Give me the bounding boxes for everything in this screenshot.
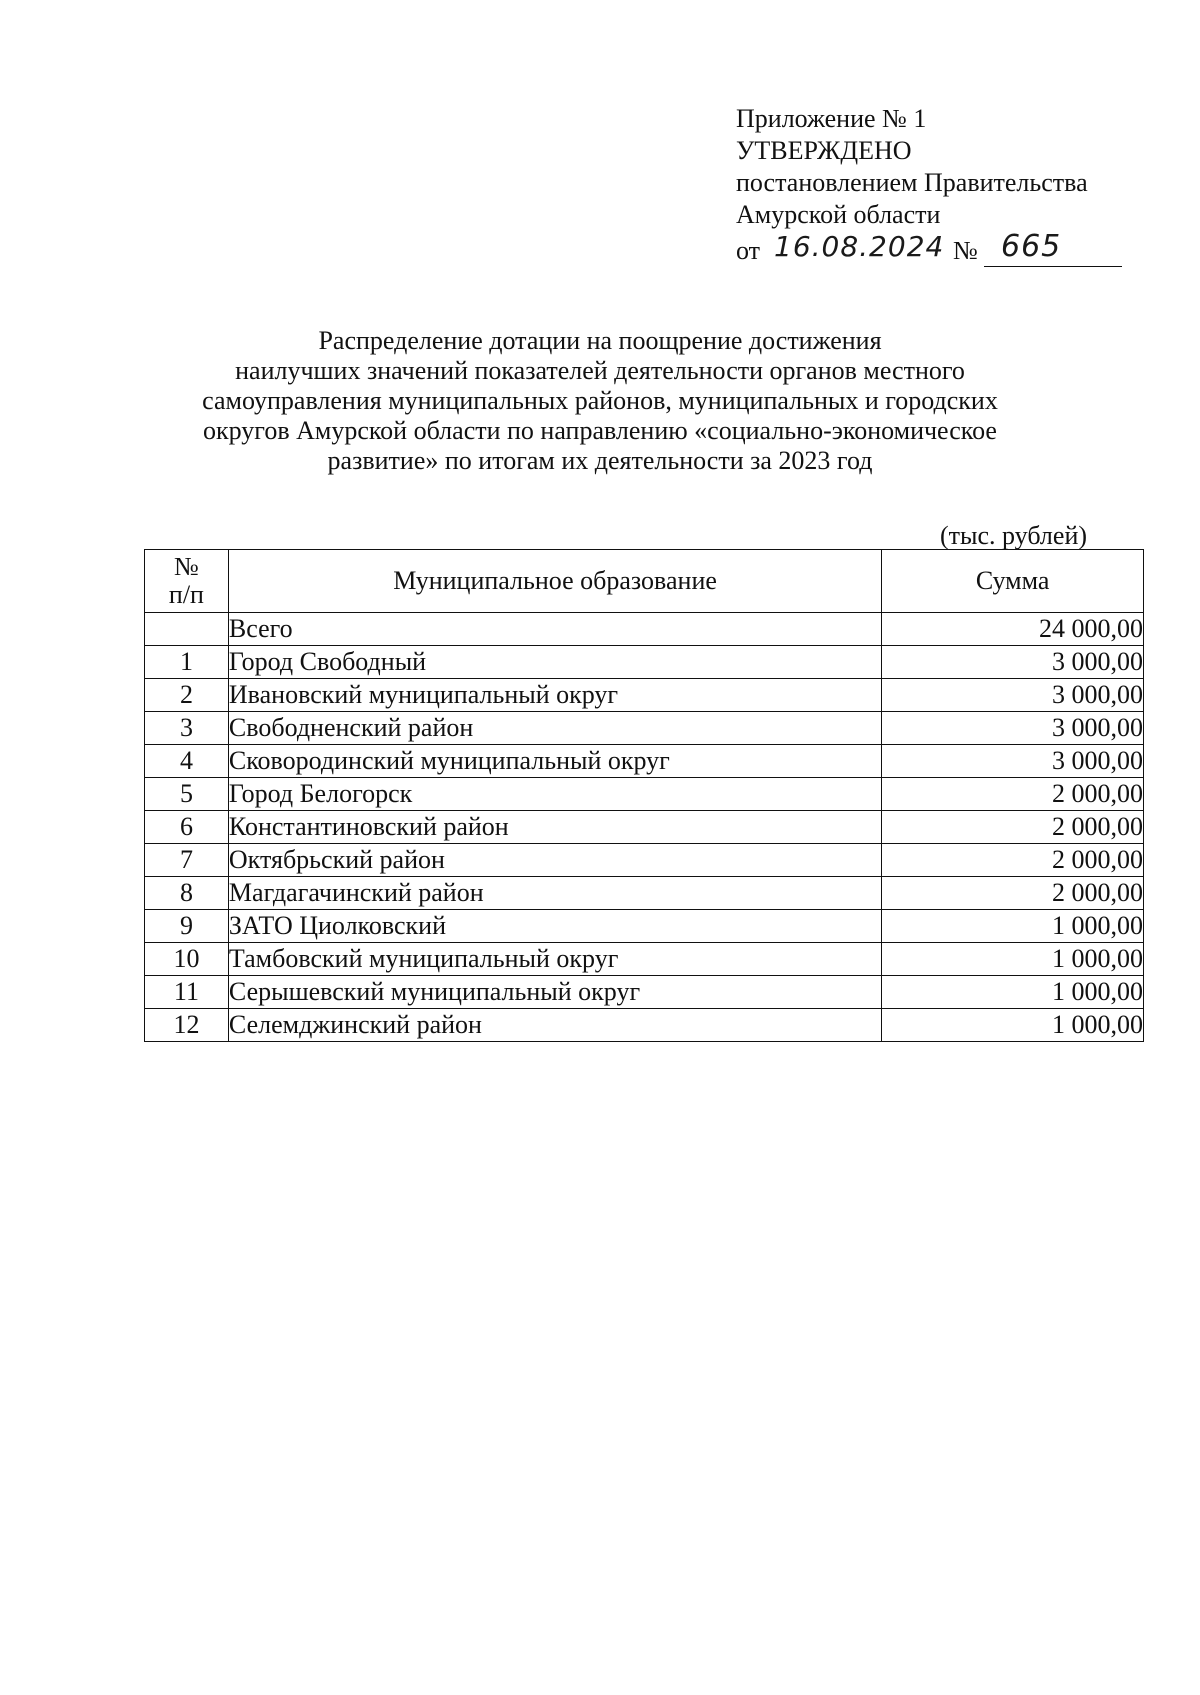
row-municipality: Город Белогорск bbox=[228, 778, 881, 811]
row-sum: 3 000,00 bbox=[882, 646, 1144, 679]
table-row bbox=[145, 811, 1144, 844]
row-number: 9 bbox=[145, 910, 229, 943]
date-number-line bbox=[736, 229, 1176, 269]
approval-stamp bbox=[736, 103, 1176, 269]
table-row bbox=[145, 844, 1144, 877]
header-municipality: Муниципальное образование bbox=[228, 550, 881, 613]
table-header-row bbox=[145, 550, 1144, 613]
row-sum: 2 000,00 bbox=[882, 778, 1144, 811]
row-number: 10 bbox=[145, 943, 229, 976]
distribution-table bbox=[144, 549, 1144, 1042]
number-underline bbox=[984, 266, 1122, 267]
row-number: 5 bbox=[145, 778, 229, 811]
row-municipality: ЗАТО Циолковский bbox=[228, 910, 881, 943]
table-row bbox=[145, 712, 1144, 745]
header-sum: Сумма bbox=[882, 550, 1144, 613]
row-number: 4 bbox=[145, 745, 229, 778]
row-municipality: Ивановский муниципальный округ bbox=[228, 679, 881, 712]
table-row bbox=[145, 778, 1144, 811]
row-sum: 1 000,00 bbox=[882, 976, 1144, 1009]
table-row bbox=[145, 976, 1144, 1009]
table-row bbox=[145, 910, 1144, 943]
row-number: 2 bbox=[145, 679, 229, 712]
row-number: 1 bbox=[145, 646, 229, 679]
row-sum: 24 000,00 bbox=[882, 613, 1144, 646]
title-line: наилучших значений показателей деятельности органов местного bbox=[235, 356, 965, 385]
row-number bbox=[145, 613, 229, 646]
table-row bbox=[145, 646, 1144, 679]
table-row bbox=[145, 877, 1144, 910]
document-title bbox=[150, 326, 1050, 476]
row-sum: 2 000,00 bbox=[882, 844, 1144, 877]
title-line: самоуправления муниципальных районов, муниципальных и городских bbox=[202, 386, 998, 415]
number-sign: № bbox=[953, 236, 978, 265]
row-municipality: Селемджинский район bbox=[228, 1009, 881, 1042]
row-municipality: Свободненский район bbox=[228, 712, 881, 745]
row-municipality: Всего bbox=[228, 613, 881, 646]
row-number: 12 bbox=[145, 1009, 229, 1042]
handwritten-number: 665 bbox=[1001, 229, 1062, 264]
total-row bbox=[145, 613, 1144, 646]
row-sum: 2 000,00 bbox=[882, 811, 1144, 844]
table-row bbox=[145, 679, 1144, 712]
appendix-label: Приложение № 1 bbox=[736, 104, 927, 133]
header-number bbox=[145, 550, 229, 613]
row-sum: 2 000,00 bbox=[882, 877, 1144, 910]
row-municipality: Серышевский муниципальный округ bbox=[228, 976, 881, 1009]
row-municipality: Константиновский район bbox=[228, 811, 881, 844]
title-line: Распределение дотации на поощрение достижения bbox=[318, 326, 882, 355]
units-label: (тыс. рублей) bbox=[940, 521, 1088, 550]
table-row bbox=[145, 943, 1144, 976]
row-number: 11 bbox=[145, 976, 229, 1009]
title-line: округов Амурской области по направлению «социально-экономическое bbox=[203, 416, 997, 445]
row-sum: 3 000,00 bbox=[882, 745, 1144, 778]
table-row bbox=[145, 745, 1144, 778]
row-number: 3 bbox=[145, 712, 229, 745]
title-line: развитие» по итогам их деятельности за 2023 год bbox=[327, 446, 873, 475]
header-number-sign: № bbox=[174, 552, 199, 581]
region-label: Амурской области bbox=[736, 200, 941, 229]
resolution-label: постановлением Правительства bbox=[736, 168, 1088, 197]
table-row bbox=[145, 1009, 1144, 1042]
row-number: 7 bbox=[145, 844, 229, 877]
approved-label: УТВЕРЖДЕНО bbox=[736, 136, 912, 165]
row-municipality: Тамбовский муниципальный округ bbox=[228, 943, 881, 976]
handwritten-date: 16.08.2024 bbox=[774, 230, 945, 263]
row-number: 6 bbox=[145, 811, 229, 844]
row-municipality: Сковородинский муниципальный округ bbox=[228, 745, 881, 778]
date-prefix: от bbox=[736, 236, 761, 265]
header-number-pp: п/п bbox=[168, 580, 204, 609]
row-municipality: Октябрьский район bbox=[228, 844, 881, 877]
row-sum: 1 000,00 bbox=[882, 943, 1144, 976]
table-body bbox=[145, 613, 1144, 1042]
row-number: 8 bbox=[145, 877, 229, 910]
row-sum: 1 000,00 bbox=[882, 1009, 1144, 1042]
row-municipality: Магдагачинский район bbox=[228, 877, 881, 910]
row-sum: 1 000,00 bbox=[882, 910, 1144, 943]
row-sum: 3 000,00 bbox=[882, 712, 1144, 745]
row-sum: 3 000,00 bbox=[882, 679, 1144, 712]
row-municipality: Город Свободный bbox=[228, 646, 881, 679]
